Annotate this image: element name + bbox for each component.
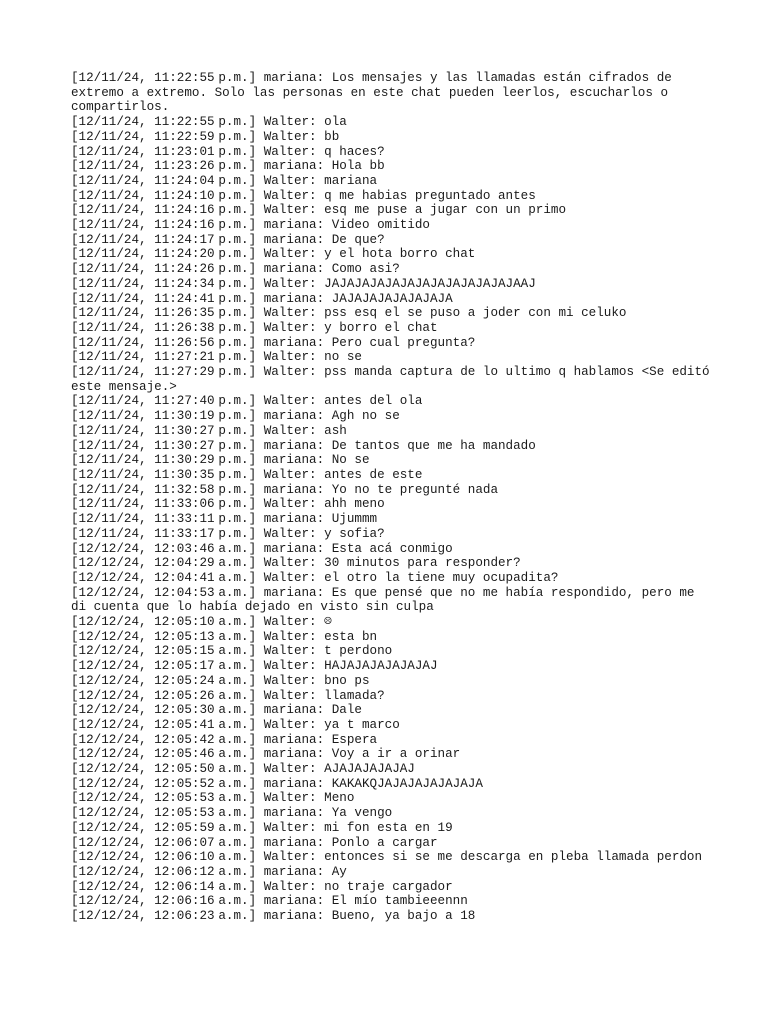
- chat-message-line: [12/12/24, 12:04:29 a.m.] Walter: 30 minutos para responder?: [71, 556, 521, 571]
- chat-message-line: [12/12/24, 12:03:46 a.m.] mariana: Esta acá conmigo: [71, 541, 453, 556]
- chat-message-line: [12/11/24, 11:24:10 p.m.] Walter: q me habias preguntado antes: [71, 188, 536, 203]
- chat-message-line: [12/12/24, 12:06:12 a.m.] mariana: Ay: [71, 864, 347, 879]
- chat-message-line: [12/12/24, 12:06:23 a.m.] mariana: Bueno, ya bajo a 18: [71, 909, 476, 924]
- chat-message-line: [12/12/24, 12:04:53 a.m.] mariana: Es que pensé que no me había respondido, pero me di cuenta que lo había dejado en visto sin culpa: [71, 585, 703, 615]
- chat-message-line: [12/11/24, 11:27:21 p.m.] Walter: no se: [71, 350, 362, 365]
- chat-message-line: [12/11/24, 11:24:26 p.m.] mariana: Como asi?: [71, 262, 400, 277]
- chat-message-line: [12/12/24, 12:05:41 a.m.] Walter: ya t marco: [71, 717, 400, 732]
- chat-message-line: [12/12/24, 12:06:07 a.m.] mariana: Ponlo a cargar: [71, 835, 438, 850]
- chat-message-line: [12/12/24, 12:05:10 a.m.] Walter: ☹: [71, 615, 332, 630]
- chat-message-line: [12/12/24, 12:05:30 a.m.] mariana: Dale: [71, 703, 362, 718]
- chat-transcript: [71, 71, 718, 924]
- chat-message-line: [12/12/24, 12:05:50 a.m.] Walter: AJAJAJAJAJAJ: [71, 762, 415, 777]
- chat-message-line: [12/12/24, 12:05:17 a.m.] Walter: HAJAJAJAJAJAJAJ: [71, 659, 438, 674]
- chat-message-line: [12/11/24, 11:26:38 p.m.] Walter: y borro el chat: [71, 320, 438, 335]
- chat-message-line: [12/11/24, 11:30:19 p.m.] mariana: Agh no se: [71, 409, 400, 424]
- chat-message-line: [12/11/24, 11:27:40 p.m.] Walter: antes del ola: [71, 394, 423, 409]
- chat-message-line: [12/12/24, 12:05:46 a.m.] mariana: Voy a ir a orinar: [71, 747, 461, 762]
- chat-message-line: [12/11/24, 11:24:17 p.m.] mariana: De que?: [71, 232, 385, 247]
- chat-message-line: [12/11/24, 11:24:41 p.m.] mariana: JAJAJAJAJAJAJAJA: [71, 291, 453, 306]
- chat-message-line: [12/12/24, 12:06:10 a.m.] Walter: entonces si se me descarga en pleba llamada perdon: [71, 850, 703, 865]
- chat-message-line: [12/11/24, 11:30:35 p.m.] Walter: antes de este: [71, 467, 423, 482]
- chat-message-line: [12/11/24, 11:32:58 p.m.] mariana: Yo no te pregunté nada: [71, 482, 498, 497]
- chat-message-line: [12/12/24, 12:05:59 a.m.] Walter: mi fon esta en 19: [71, 820, 453, 835]
- chat-message-line: [12/12/24, 12:06:14 a.m.] Walter: no traje cargador: [71, 879, 453, 894]
- chat-message-line: [12/12/24, 12:05:42 a.m.] mariana: Espera: [71, 732, 378, 747]
- chat-message-line: [12/11/24, 11:22:55 p.m.] Walter: ola: [71, 115, 347, 130]
- chat-message-line: [12/11/24, 11:24:04 p.m.] Walter: mariana: [71, 173, 378, 188]
- chat-message-line: [12/12/24, 12:05:53 a.m.] Walter: Meno: [71, 791, 355, 806]
- chat-message-line: [12/11/24, 11:24:20 p.m.] Walter: y el hota borro chat: [71, 247, 476, 262]
- chat-message-line: [12/12/24, 12:05:53 a.m.] mariana: Ya vengo: [71, 806, 393, 821]
- chat-message-line: [12/12/24, 12:05:26 a.m.] Walter: llamada?: [71, 688, 385, 703]
- chat-message-line: [12/11/24, 11:23:26 p.m.] mariana: Hola bb: [71, 159, 385, 174]
- chat-message-line: [12/11/24, 11:30:27 p.m.] mariana: De tantos que me ha mandado: [71, 438, 536, 453]
- chat-message-line: [12/11/24, 11:24:16 p.m.] mariana: Video omitido: [71, 218, 430, 233]
- chat-message-line: [12/11/24, 11:22:59 p.m.] Walter: bb: [71, 129, 340, 144]
- chat-message-line: [12/11/24, 11:33:06 p.m.] Walter: ahh meno: [71, 497, 385, 512]
- chat-message-line: [12/12/24, 12:05:13 a.m.] Walter: esta bn: [71, 629, 378, 644]
- chat-message-line: [12/11/24, 11:26:56 p.m.] mariana: Pero cual pregunta?: [71, 335, 476, 350]
- chat-message-line: [12/11/24, 11:27:29 p.m.] Walter: pss manda captura de lo ultimo q hablamos <Se editó este mensaje.>: [71, 365, 718, 394]
- chat-message-line: [12/11/24, 11:30:29 p.m.] mariana: No se: [71, 453, 370, 468]
- chat-message-line: [12/11/24, 11:22:55 p.m.] mariana: Los mensajes y las llamadas están cifrados de extremo a extremo. Solo las personas en este chat pueden leerlos, escucharlos o compartirlos.: [71, 71, 680, 115]
- chat-message-line: [12/11/24, 11:33:11 p.m.] mariana: Ujummm: [71, 512, 378, 527]
- chat-message-line: [12/11/24, 11:24:16 p.m.] Walter: esq me puse a jugar con un primo: [71, 203, 567, 218]
- chat-message-line: [12/12/24, 12:06:16 a.m.] mariana: El mío tambieeennn: [71, 894, 468, 909]
- chat-message-line: [12/12/24, 12:05:15 a.m.] Walter: t perdono: [71, 644, 393, 659]
- chat-message-line: [12/12/24, 12:04:41 a.m.] Walter: el otro la tiene muy ocupadita?: [71, 570, 559, 585]
- chat-message-line: [12/12/24, 12:05:24 a.m.] Walter: bno ps: [71, 673, 370, 688]
- chat-message-line: [12/11/24, 11:23:01 p.m.] Walter: q haces?: [71, 144, 385, 159]
- chat-message-line: [12/11/24, 11:24:34 p.m.] Walter: JAJAJAJAJAJAJAJAJAJAJAJAJAAJ: [71, 276, 536, 291]
- chat-message-line: [12/12/24, 12:05:52 a.m.] mariana: KAKAKQJAJAJAJAJAJAJA: [71, 776, 483, 791]
- chat-message-line: [12/11/24, 11:26:35 p.m.] Walter: pss esq el se puso a joder con mi celuko: [71, 306, 627, 321]
- chat-message-line: [12/11/24, 11:33:17 p.m.] Walter: y sofia?: [71, 526, 385, 541]
- chat-message-line: [12/11/24, 11:30:27 p.m.] Walter: ash: [71, 423, 347, 438]
